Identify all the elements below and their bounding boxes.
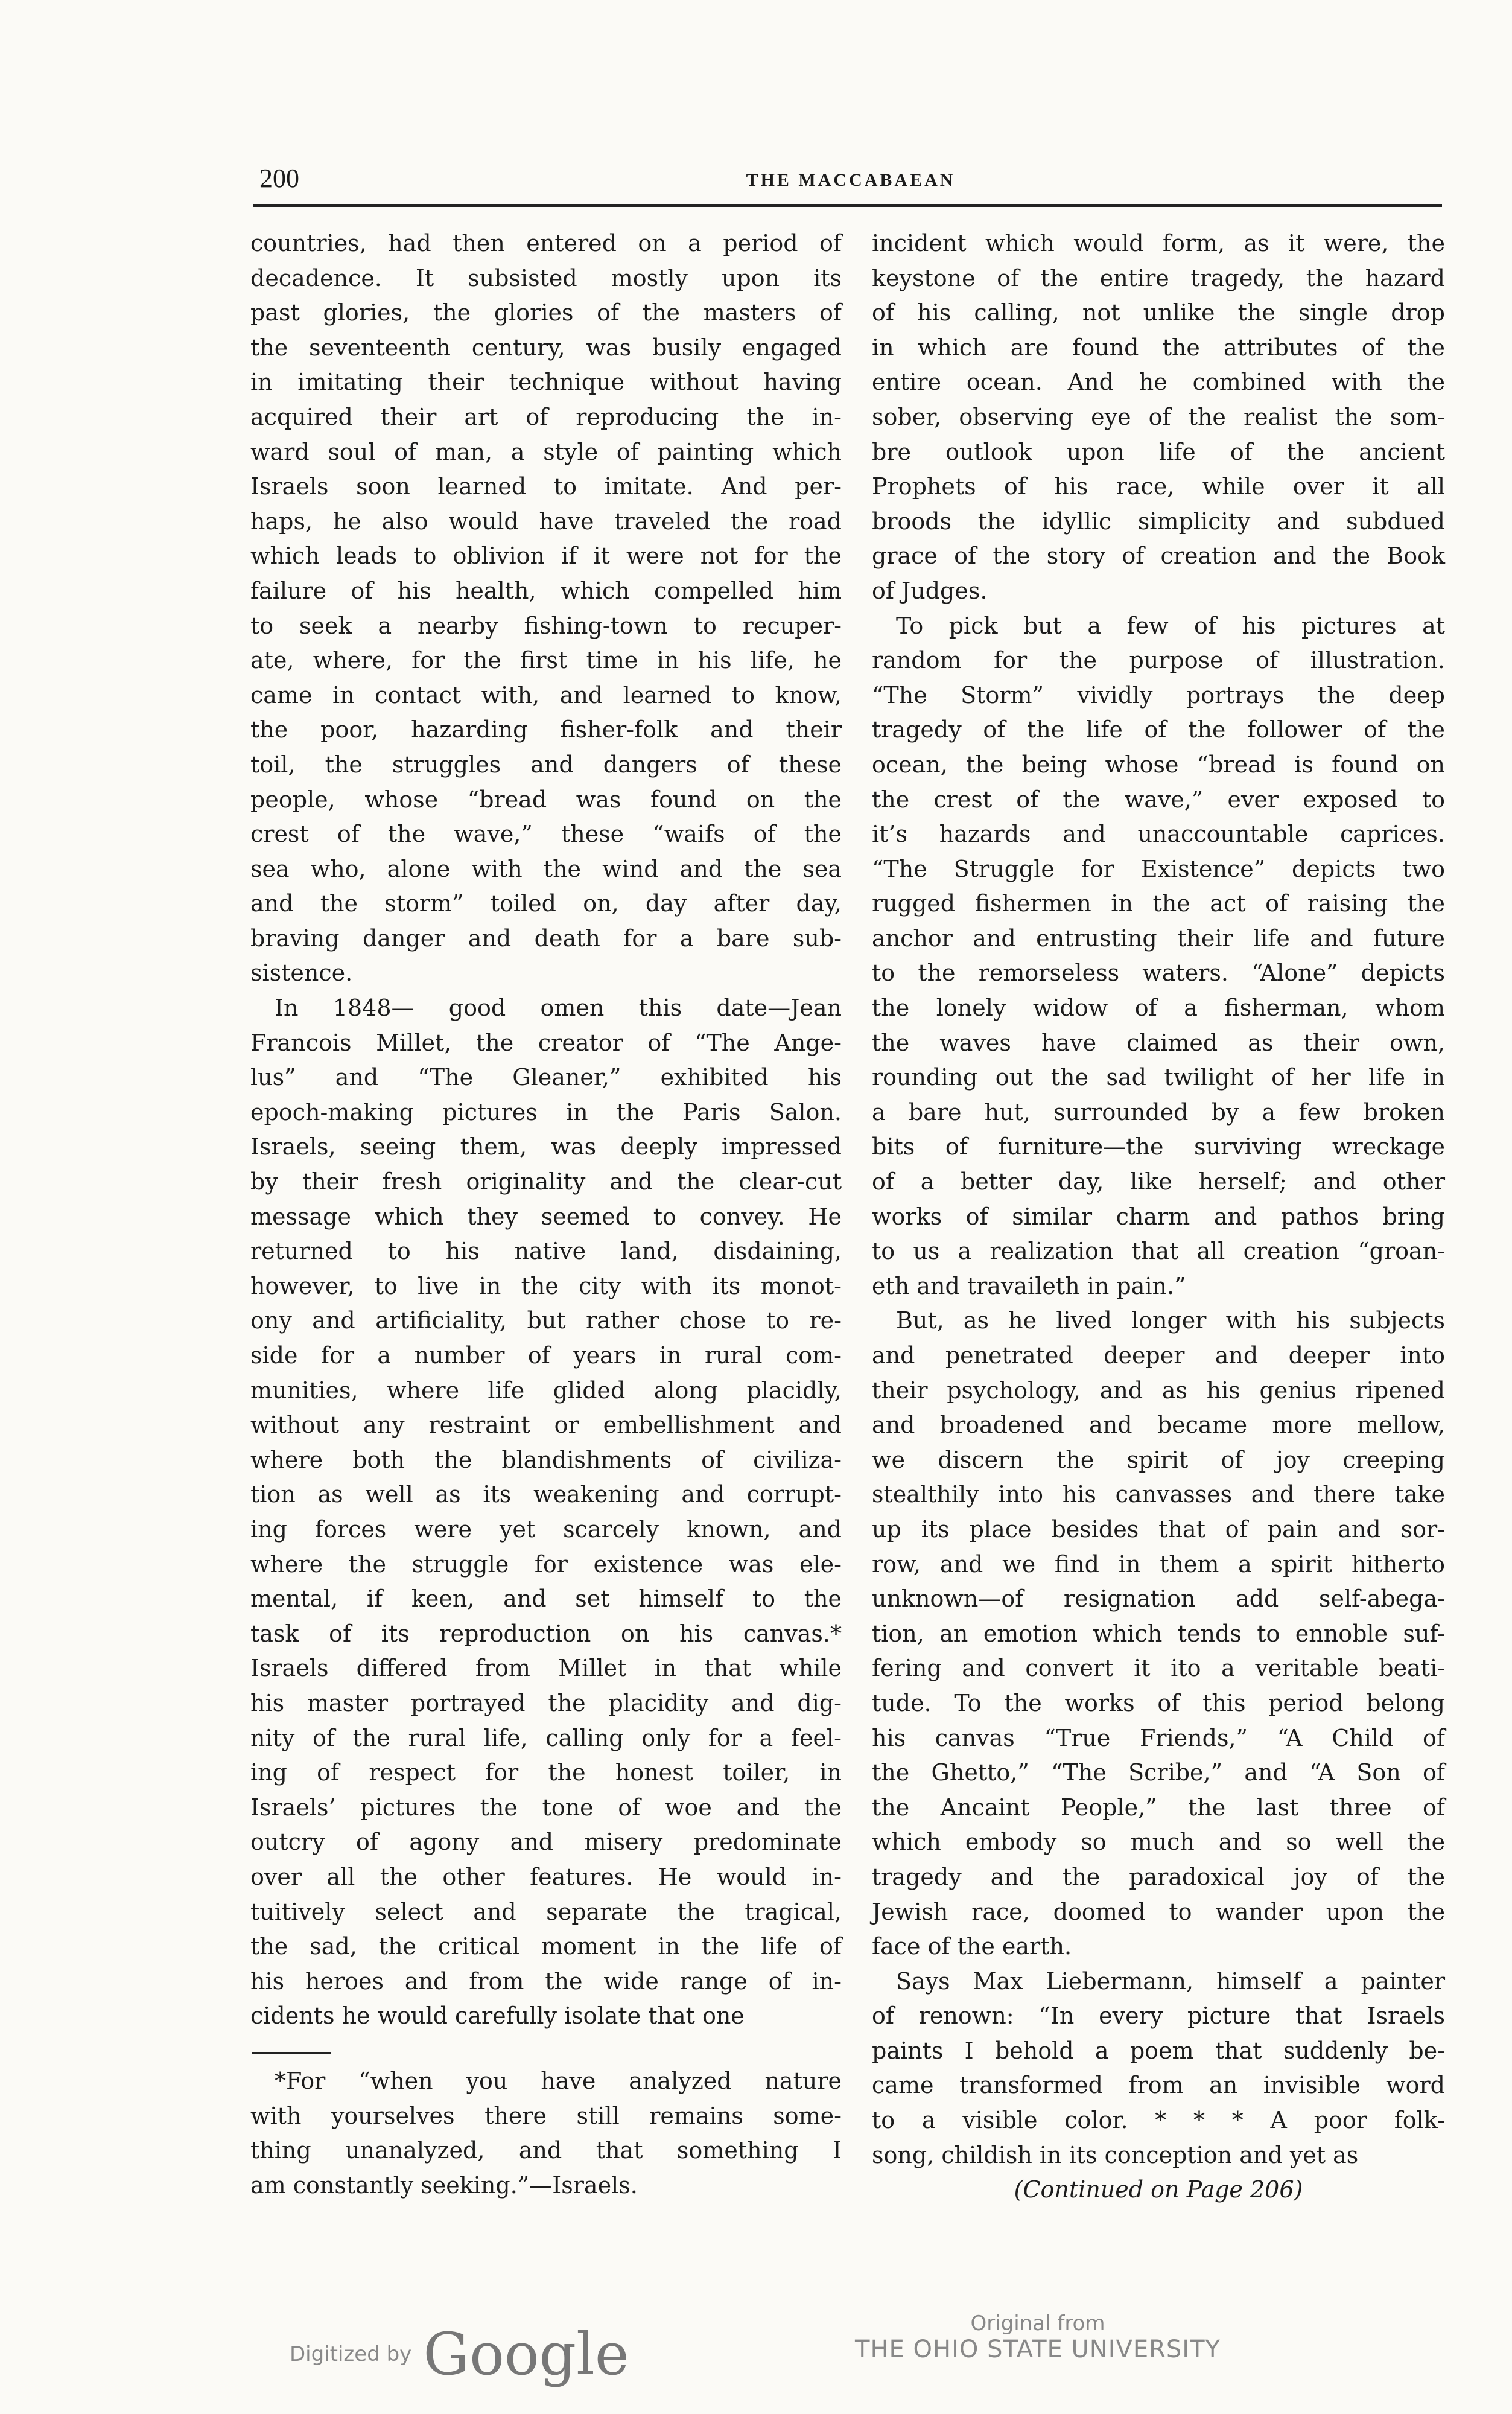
text-line: the waves have claimed as their own, [872,1029,1445,1056]
text-line: But, as he lived longer with his subjects [896,1307,1445,1334]
text-line: Israels soon learned to imitate. And per- [250,473,842,500]
text-line: rugged fishermen in the act of raising the [872,890,1445,917]
text-line: in imitating their technique without having [250,369,842,396]
text-line: ate, where, for the first time in his life, he [250,647,842,674]
text-line: Francois Millet, the creator of “The Ange- [250,1029,842,1056]
continued-notice: (Continued on Page 206) [1014,2176,1303,2203]
header-rule [253,204,1442,207]
text-line: over all the other features. He would in- [250,1863,842,1890]
text-line: incident which would form, as it were, the [872,230,1445,256]
text-line: his heroes and from the wide range of in- [250,1967,842,1995]
footnote-line: with yourselves there still remains some- [250,2102,842,2129]
text-line: haps, he also would have traveled the road [250,508,842,535]
text-line: of renown: “In every picture that Israels [872,2002,1445,2030]
text-line: Israels’ pictures the tone of woe and the [250,1794,842,1821]
right-column [872,226,1445,2208]
text-line: bits of furniture—the surviving wreckage [872,1133,1445,1161]
text-line: in which are found the attributes of the [872,334,1445,361]
text-line: where the struggle for existence was ele- [250,1550,842,1578]
text-line: rounding out the sad twilight of her life in [872,1064,1445,1091]
footnote [250,2064,842,2203]
digitized-by-google [290,2320,629,2388]
text-line: ing forces were yet scarcely known, and [250,1515,842,1543]
text-line: his master portrayed the placidity and dig- [250,1689,842,1716]
page-number: 200 [259,164,299,193]
text-line: however, to live in the city with its monot- [250,1272,842,1299]
text-line: the Ghetto,” “The Scribe,” and “A Son of [872,1759,1445,1786]
text-line: their psychology, and as his genius ripened [872,1377,1445,1404]
text-line: stealthily into his canvasses and there take [872,1481,1445,1508]
text-line: the Ancaint People,” the last three of [872,1794,1445,1821]
text-line: bre outlook upon life of the ancient [872,438,1445,465]
text-line: mental, if keen, and set himself to the [250,1585,842,1613]
text-line: paints I behold a poem that suddenly be- [872,2037,1445,2064]
text-line: lus” and “The Gleaner,” exhibited his [250,1064,842,1091]
text-line: random for the purpose of illustration. [872,647,1445,674]
text-line: tragedy of the life of the follower of the [872,716,1445,744]
text-line: ing of respect for the honest toiler, in [250,1759,842,1786]
text-line: returned to his native land, disdaining, [250,1238,842,1265]
running-head: THE MACCABAEAN [746,170,956,190]
text-line: which embody so much and so well the [872,1829,1445,1856]
text-line: tude. To the works of this period belong [872,1689,1445,1716]
footnote-rule [252,2052,331,2054]
text-line: decadence. It subsisted mostly upon its [250,264,842,291]
text-line: to us a realization that all creation “groan- [872,1238,1445,1265]
text-line: sistence. [250,960,353,987]
text-line: up its place besides that of pain and sor- [872,1515,1445,1543]
text-line: unknown—of resignation add self-abega- [872,1585,1445,1613]
digitized-by-label: Digitized by [290,2342,412,2366]
text-line: to the remorseless waters. “Alone” depicts [872,960,1445,987]
text-line: Israels differed from Millet in that while [250,1655,842,1682]
text-line: braving danger and death for a bare sub- [250,925,842,952]
text-line: ocean, the being whose “bread is found on [872,751,1445,778]
text-line: to seek a nearby fishing-town to recuper- [250,612,842,639]
text-line: acquired their art of reproducing the in- [250,403,842,430]
text-line: without any restraint or embellishment and [250,1412,842,1439]
text-line: countries, had then entered on a period of [250,230,842,256]
text-line: crest of the wave,” these “waifs of the [250,821,842,848]
text-line: tion as well as its weakening and corrupt- [250,1481,842,1508]
text-line: and penetrated deeper and deeper into [872,1342,1445,1369]
left-column [250,226,842,2034]
university-label: THE OHIO STATE UNIVERSITY [855,2336,1221,2363]
footnote-line: *For “when you have analyzed nature [275,2068,842,2094]
text-line: “The Storm” vividly portrays the deep [872,681,1445,709]
text-line: sober, observing eye of the realist the som- [872,403,1445,430]
original-from [845,2311,1231,2363]
text-line: ony and artificiality, but rather chose to re- [250,1307,842,1334]
text-line: of his calling, not unlike the single drop [872,299,1445,326]
text-line: the sad, the critical moment in the life of [250,1933,842,1960]
text-line: the poor, hazarding fisher-folk and their [250,716,842,744]
text-line: ward soul of man, a style of painting which [250,438,842,465]
text-line: Says Max Liebermann, himself a painter [896,1967,1445,1995]
text-line: anchor and entrusting their life and future [872,925,1445,952]
text-line: outcry of agony and misery predominate [250,1829,842,1856]
text-line: of a better day, like herself; and other [872,1168,1445,1196]
text-line: and broadened and became more mellow, [872,1412,1445,1439]
text-line: “The Struggle for Existence” depicts two [872,855,1445,882]
text-line: fering and convert it ito a veritable beati- [872,1655,1445,1682]
text-line: the seventeenth century, was busily engaged [250,334,842,361]
text-line: where both the blandishments of civiliza- [250,1446,842,1473]
text-line: to a visible color. * * * A poor folk- [872,2107,1445,2134]
text-line: song, childish in its conception and yet as [872,2141,1359,2168]
text-line: To pick but a few of his pictures at [896,612,1445,639]
footnote-line: thing unanalyzed, and that something I [250,2137,842,2164]
text-line: Prophets of his race, while over it all [872,473,1445,500]
text-line: row, and we find in them a spirit hitherto [872,1550,1445,1578]
text-line: came in contact with, and learned to know, [250,681,842,709]
text-line: keystone of the entire tragedy, the hazard [872,264,1445,291]
text-line: grace of the story of creation and the Book [872,543,1445,570]
text-line: sea who, alone with the wind and the sea [250,855,842,882]
text-line: failure of his health, which compelled him [250,577,842,604]
text-line: tion, an emotion which tends to ennoble suf- [872,1620,1445,1647]
text-line: the lonely widow of a fisherman, whom [872,995,1445,1022]
text-line: message which they seemed to convey. He [250,1203,842,1230]
text-line: broods the idyllic simplicity and subdued [872,508,1445,535]
text-line: Israels, seeing them, was deeply impressed [250,1133,842,1161]
text-line: the crest of the wave,” ever exposed to [872,786,1445,813]
text-line: entire ocean. And he combined with the [872,369,1445,396]
text-line: past glories, the glories of the masters of [250,299,842,326]
text-line: tragedy and the paradoxical joy of the [872,1863,1445,1890]
text-line: nity of the rural life, calling only for a feel- [250,1724,842,1751]
text-line: In 1848— good omen this date—Jean [275,995,842,1022]
text-line: face of the earth. [872,1933,1072,1960]
text-line: by their fresh originality and the clear-cut [250,1168,842,1196]
text-line: a bare hut, surrounded by a few broken [872,1098,1445,1126]
text-line: eth and travaileth in pain.” [872,1272,1186,1299]
text-line: epoch-making pictures in the Paris Salon. [250,1098,842,1126]
text-line: came transformed from an invisible word [872,2072,1445,2099]
google-logo: Google [423,2320,629,2388]
text-line: which leads to oblivion if it were not for the [250,543,842,570]
text-line: we discern the spirit of joy creeping [872,1446,1445,1473]
text-line: of Judges. [872,577,988,604]
footnote-line: am constantly seeking.”—Israels. [250,2171,638,2199]
text-line: task of its reproduction on his canvas.* [250,1620,842,1647]
text-line: side for a number of years in rural com- [250,1342,842,1369]
text-line: tuitively select and separate the tragical, [250,1898,842,1925]
text-line: it’s hazards and unaccountable caprices. [872,821,1445,848]
text-line: cidents he would carefully isolate that one [250,2002,745,2030]
text-line: and the storm” toiled on, day after day, [250,890,842,917]
text-line: Jewish race, doomed to wander upon the [872,1898,1445,1925]
original-from-label: Original from [970,2311,1105,2336]
text-line: toil, the struggles and dangers of these [250,751,842,778]
text-line: works of similar charm and pathos bring [872,1203,1445,1230]
text-line: munities, where life glided along placidly, [250,1377,842,1404]
text-line: his canvas “True Friends,” “A Child of [872,1724,1445,1751]
text-line: people, whose “bread was found on the [250,786,842,813]
